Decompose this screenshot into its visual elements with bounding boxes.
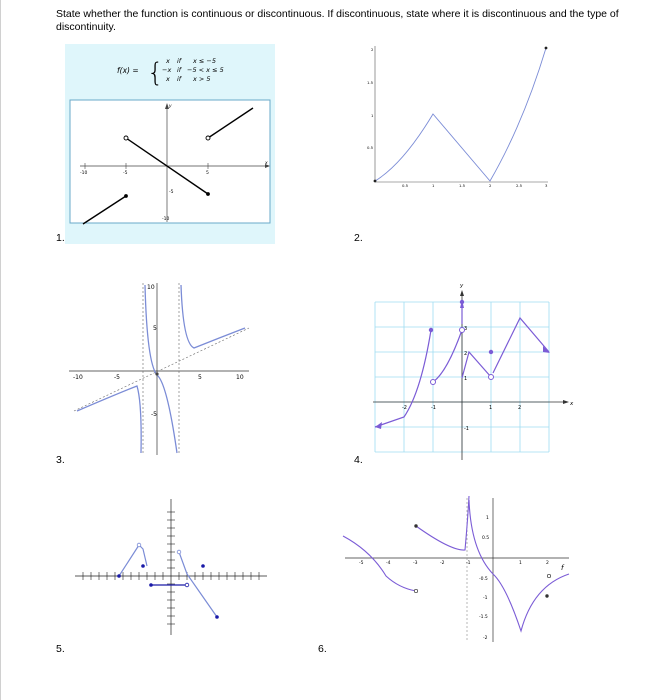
p6-ytick-neg1: -1 — [483, 596, 488, 601]
problem-3-number: 3. — [56, 454, 65, 466]
p4-ytick-2: 2 — [464, 351, 468, 357]
p4-open-dot-y — [460, 326, 468, 333]
p1-tick-y-neg5: -5 — [169, 190, 174, 195]
p2-xtick-3: 3 — [545, 183, 548, 188]
p4-xtick-neg2: -2 — [402, 405, 407, 411]
p3-slant-asymptote — [74, 328, 249, 411]
p1-tick-5: 5 — [206, 171, 209, 176]
p2-xtick-2.5: 2.5 — [516, 183, 523, 188]
p6-open-dot-left — [414, 589, 417, 592]
p6-ytick-neg0.5: -0.5 — [479, 577, 488, 582]
p5-dot-c — [149, 583, 153, 587]
p5-open-dot-d — [177, 550, 181, 554]
p6-closed-dot-right — [545, 594, 548, 597]
p4-closed-dot-top — [429, 328, 433, 332]
case-1-cond: if — [177, 57, 182, 65]
p4-closed-dot-right — [489, 350, 493, 354]
problem-4-number: 4. — [354, 454, 363, 466]
formula-lhs: f(x) = — [117, 66, 139, 75]
p1-tick-y-neg10: -10 — [162, 217, 170, 222]
case-1-expr: x — [166, 57, 170, 65]
p5-dot-e — [215, 615, 219, 619]
p6-branch-left — [343, 536, 416, 591]
p4-ytick-1: 1 — [464, 376, 468, 382]
case-2-cond: if — [177, 66, 182, 74]
p3-xtick-5: 5 — [198, 374, 202, 381]
p1-open-dot-mid — [124, 136, 128, 140]
p4-open-dot-left — [431, 380, 436, 385]
p3-branch-left — [77, 386, 141, 453]
p3-ytick-5: 5 — [153, 325, 157, 332]
problem-3-graph — [69, 283, 259, 458]
p5-dot-d — [201, 564, 205, 568]
p2-curve — [375, 48, 546, 181]
p6-xtick-1: 1 — [519, 561, 522, 566]
p5-open-dot-c — [185, 583, 189, 587]
p4-x-label: x — [570, 401, 574, 407]
p3-ytick-10: 10 — [147, 284, 155, 291]
p4-branch-left — [375, 330, 431, 427]
p6-func-label: f — [561, 564, 564, 572]
p6-xtick-2: 2 — [546, 561, 549, 566]
p4-open-dot-right — [489, 375, 494, 380]
case-2-expr: −x — [162, 66, 172, 74]
p2-xtick-1: 1 — [432, 183, 435, 188]
p1-tick-neg10: -10 — [80, 171, 88, 176]
p1-open-dot-right — [206, 136, 210, 140]
p3-xtick-neg10: -10 — [73, 374, 83, 381]
case-1-domain: x ≤ −5 — [193, 57, 217, 65]
p6-branch-mid — [416, 496, 469, 550]
p4-x-arrow — [563, 400, 569, 404]
p3-branch-right — [181, 285, 245, 348]
p6-xtick-neg1: -1 — [466, 561, 471, 566]
p3-ytick-neg5: -5 — [151, 411, 157, 418]
p4-y-arrow — [460, 290, 464, 296]
p6-xtick-neg4: -4 — [386, 561, 391, 566]
p6-closed-dot-mid — [414, 524, 417, 527]
p3-xtick-10: 10 — [236, 374, 244, 381]
problem-5-graph — [71, 497, 271, 637]
p4-ytick-neg1: -1 — [464, 426, 469, 432]
p5-branch-left — [119, 545, 147, 576]
p2-ytick-2: 2 — [371, 47, 374, 52]
case-3-domain: x > 5 — [193, 75, 211, 83]
p5-open-dot-a — [137, 543, 141, 547]
p6-xtick-neg2: -2 — [440, 561, 445, 566]
case-3-expr: x — [166, 75, 170, 83]
p6-ytick-neg2: -2 — [483, 636, 488, 641]
p2-xtick-2: 2 — [489, 183, 492, 188]
p3-xtick-neg5: -5 — [114, 374, 120, 381]
p5-dot-b — [141, 564, 145, 568]
p1-y-label: y — [169, 104, 172, 109]
p1-tick-neg5: -5 — [123, 171, 128, 176]
p6-xtick-neg3: -3 — [413, 561, 418, 566]
p6-xtick-neg5: -5 — [359, 561, 364, 566]
instructions-text: State whether the function is continuous or discontinuous. If discontinuous, state where it is discontinuous and the type of discontinuity. — [56, 8, 619, 33]
p2-ytick-0.5: 0.5 — [367, 145, 374, 150]
p5-dot-a — [117, 574, 121, 578]
p6-ytick-neg1.5: -1.5 — [479, 615, 488, 620]
p1-closed-dot-left — [124, 194, 128, 198]
p6-ytick-1: 1 — [486, 516, 489, 521]
problem-5-number: 5. — [56, 643, 65, 655]
p6-ytick-0.5: 0.5 — [482, 536, 490, 541]
p2-end-dot — [545, 47, 548, 50]
problem-1-graph — [65, 44, 275, 244]
problem-4-graph — [369, 282, 579, 462]
p2-ytick-1: 1 — [371, 113, 374, 118]
p4-branch-right — [493, 318, 549, 373]
p4-xtick-1: 1 — [489, 405, 493, 411]
problem-1-plot-frame — [70, 100, 270, 223]
p2-start-dot — [374, 180, 377, 183]
p4-branch-mid — [433, 330, 462, 382]
p4-y-label: y — [460, 283, 464, 289]
p1-x-label: x — [265, 161, 268, 166]
p4-ytick-3: 3 — [464, 326, 468, 332]
p4-left-arrow — [375, 422, 382, 429]
case-2-domain: −5 < x ≤ 5 — [187, 66, 224, 74]
p1-closed-dot-right — [206, 192, 210, 196]
p4-xtick-neg1: -1 — [431, 405, 436, 411]
formula-brace: { — [147, 58, 164, 88]
problem-1-number: 1. — [56, 232, 65, 244]
p2-xtick-1.5: 1.5 — [459, 183, 466, 188]
p2-ytick-1.5: 1.5 — [367, 80, 374, 85]
problem-6-graph — [341, 496, 573, 644]
p2-xtick-0.5: 0.5 — [402, 183, 409, 188]
p6-open-dot-right — [547, 574, 550, 577]
p3-dot — [155, 372, 158, 375]
case-3-cond: if — [177, 75, 182, 83]
problem-6-number: 6. — [318, 643, 327, 655]
p3-branch-mid — [145, 285, 177, 453]
p4-xtick-2: 2 — [518, 405, 522, 411]
problem-2-number: 2. — [354, 232, 363, 244]
problem-2-graph — [363, 44, 553, 192]
